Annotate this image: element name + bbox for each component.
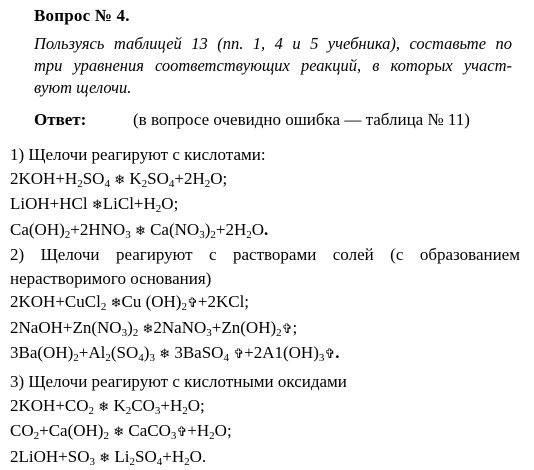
question-line: три уравнения соответствующих реакций, в которых участ- bbox=[34, 55, 512, 77]
equation: $2NaOH+Zn(NO_3)_2$ $❄2NaNO_3+Zn(OH)_2✞$; bbox=[10, 316, 520, 342]
reaction-arrow-icon: ❄ bbox=[92, 198, 103, 213]
precipitate-arrow-icon: ✞ bbox=[282, 322, 293, 337]
equation: $2KOH+CO_2$ ❄ $K_2CO_3+H_2O$; bbox=[10, 394, 520, 420]
equation: 2KOH+CuCl$_2$ ❄Cu $(OH)_2✞+2KCl$; bbox=[10, 290, 520, 316]
reaction-arrow-icon: ❄ bbox=[159, 347, 170, 362]
precipitate-arrow-icon: ✞ bbox=[176, 425, 187, 440]
precipitate-arrow-icon: ✞ bbox=[324, 347, 335, 362]
section-heading: 1) Щелочи реагируют с кислотами: bbox=[10, 143, 520, 167]
equation: LiOH+HCl $❄LiCl+H_2O$; bbox=[10, 192, 520, 218]
reaction-arrow-icon: ❄ bbox=[142, 322, 153, 337]
answer-label: Ответ: bbox=[34, 110, 86, 130]
question-line: Пользуясь таблицей 13 (пп. 1, 4 и 5 учебника), составьте по bbox=[34, 33, 512, 55]
precipitate-arrow-icon: ✞ bbox=[187, 296, 198, 311]
section-heading: нерастворимого основания) bbox=[10, 267, 520, 291]
question-line: вуют щелочи. bbox=[34, 77, 512, 99]
reaction-arrow-icon: ❄ bbox=[114, 173, 125, 188]
equation: $2LiOH+SO_3$ ❄ $Li_2SO_4+H_2O$. bbox=[10, 445, 520, 470]
precipitate-arrow-icon: ✞ bbox=[233, 347, 244, 362]
reaction-arrow-icon: ❄ bbox=[111, 296, 122, 311]
section-heading: 3) Щелочи реагируют с кислотными оксидами bbox=[10, 370, 520, 394]
answer-row bbox=[34, 110, 512, 132]
section-oxides bbox=[10, 370, 520, 470]
question-title: Вопрос № 4. bbox=[34, 6, 130, 26]
equation: $3Ba(OH)_2+Al_2(SO_4)_3$ ❄ 3BaSO$_4$ $✞+2A1(OH)_3✞$. bbox=[10, 341, 520, 367]
reaction-arrow-icon: ❄ bbox=[98, 400, 109, 415]
equation: $Ca(OH)_2+2HNO_3$ ❄ $Ca(NO_3)_2+2H_2O$. bbox=[10, 218, 520, 244]
section-salts bbox=[10, 243, 520, 367]
section-acids bbox=[10, 143, 520, 243]
reaction-arrow-icon: ❄ bbox=[113, 425, 124, 440]
answer-note: (в вопросе очевидно ошибка — таблица № 11) bbox=[133, 110, 470, 130]
reaction-arrow-icon: ❄ bbox=[99, 451, 110, 466]
equation: $CO_2+Ca(OH)_2$ ❄ $CaCO_3✞+H_2O$; bbox=[10, 419, 520, 445]
section-heading: 2) Щелочи реагируют с растворами солей (с образованием bbox=[10, 243, 520, 267]
reaction-arrow-icon: ❄ bbox=[135, 224, 146, 239]
equation: $2KOH+H_2SO_4$ ❄ $K_2SO_4+2H_2O$; bbox=[10, 167, 520, 193]
question-text bbox=[34, 33, 512, 99]
